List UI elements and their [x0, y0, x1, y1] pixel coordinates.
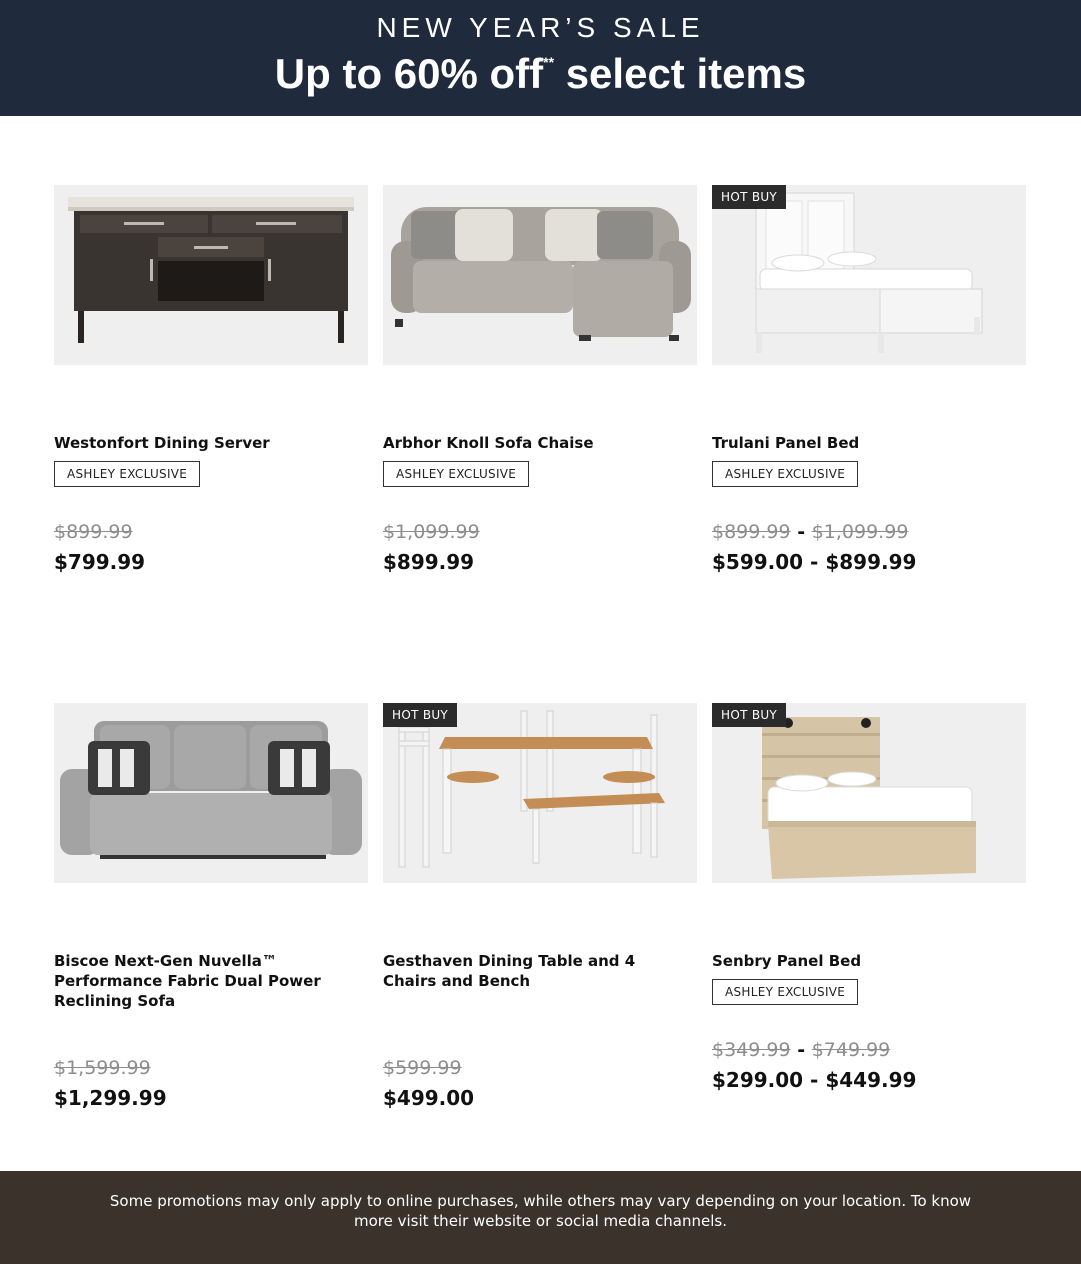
sofa-chaise-illustration: [383, 185, 697, 365]
original-price: [383, 520, 480, 544]
product-title[interactable]: Biscoe Next-Gen Nuvella™ Performance Fabric Dual Power Reclining Sofa: [54, 952, 321, 1010]
product-card[interactable]: [383, 703, 697, 1123]
price-range-separator: -: [790, 1039, 812, 1061]
original-price: [54, 1056, 151, 1080]
product-title[interactable]: Senbry Panel Bed: [712, 952, 862, 970]
sale-price: $899.99: [383, 550, 475, 574]
dining-server-illustration: [54, 185, 368, 365]
original-price-value: $899.99: [54, 521, 133, 543]
headline-main: Up to 60% off: [274, 50, 544, 97]
product-card[interactable]: [383, 185, 697, 585]
product-image[interactable]: [54, 703, 368, 883]
original-price-low: $349.99: [712, 1039, 791, 1061]
original-price-high: $1,099.99: [811, 521, 909, 543]
original-price-low: $899.99: [712, 521, 791, 543]
exclusive-tag: ASHLEY EXCLUSIVE: [712, 979, 858, 1005]
exclusive-tag: ASHLEY EXCLUSIVE: [54, 461, 200, 487]
price-range-separator: -: [790, 521, 812, 543]
sale-price: $499.00: [383, 1086, 475, 1110]
sale-headline: [0, 50, 1081, 98]
senbry-bed-illustration: [712, 703, 1026, 883]
hot-buy-badge: HOT BUY: [712, 185, 786, 209]
product-image[interactable]: [383, 703, 697, 883]
product-card[interactable]: [54, 703, 368, 1123]
hot-buy-badge: HOT BUY: [383, 703, 457, 727]
original-price-value: $1,599.99: [54, 1057, 151, 1079]
exclusive-tag: ASHLEY EXCLUSIVE: [712, 461, 858, 487]
product-card[interactable]: [712, 703, 1026, 1123]
headline-footnote-mark: **: [543, 54, 555, 70]
sale-price: $1,299.99: [54, 1086, 167, 1110]
product-image[interactable]: [712, 185, 1026, 365]
dining-set-illustration: [383, 703, 697, 883]
original-price: [383, 1056, 462, 1080]
hot-buy-badge: HOT BUY: [712, 703, 786, 727]
panel-bed-illustration: [712, 185, 1026, 365]
product-title[interactable]: Gesthaven Dining Table and 4 Chairs and Bench: [383, 952, 636, 990]
product-title[interactable]: Trulani Panel Bed: [712, 434, 860, 452]
product-card[interactable]: [54, 185, 368, 585]
original-price-high: $749.99: [811, 1039, 891, 1061]
original-price-value: $1,099.99: [383, 521, 480, 543]
original-price: [54, 520, 133, 544]
sale-banner[interactable]: [0, 0, 1081, 116]
headline-tail: select items: [554, 50, 807, 97]
product-title[interactable]: Westonfort Dining Server: [54, 434, 270, 452]
original-price-range: [712, 520, 908, 544]
product-title[interactable]: Arbhor Knoll Sofa Chaise: [383, 434, 594, 452]
product-image[interactable]: [383, 185, 697, 365]
sale-price: $599.00 - $899.99: [712, 550, 917, 574]
sale-price: $799.99: [54, 550, 146, 574]
sale-price: $299.00 - $449.99: [712, 1068, 917, 1092]
sale-kicker: NEW YEAR’S SALE: [376, 12, 705, 43]
exclusive-tag: ASHLEY EXCLUSIVE: [383, 461, 529, 487]
disclaimer-text: Some promotions may only apply to online purchases, while others may vary depending on your location. To know more visit their website or social media channels.: [109, 1192, 972, 1230]
promo-disclaimer-footer: [0, 1171, 1081, 1264]
product-image[interactable]: [54, 185, 368, 365]
original-price-value: $599.99: [383, 1057, 462, 1079]
original-price-range: [712, 1038, 890, 1062]
reclining-sofa-illustration: [54, 703, 368, 883]
product-card[interactable]: [712, 185, 1026, 585]
product-image[interactable]: [712, 703, 1026, 883]
